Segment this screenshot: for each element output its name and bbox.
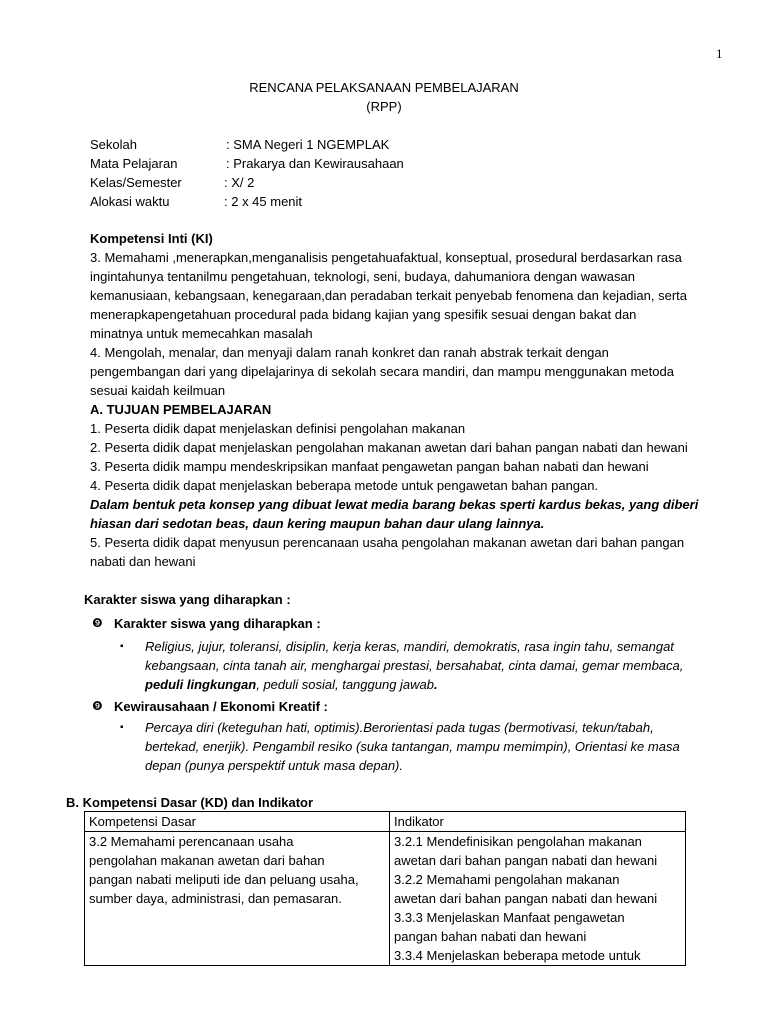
kd-table [84, 811, 686, 966]
karakter-sub2-heading: Kewirausahaan / Ekonomi Kreatif : [114, 699, 328, 714]
ki-line: pengembangan dari yang dipelajarinya di sekolah secara mandiri, dan mampu menggunakan metoda [90, 364, 674, 379]
col-header-kompetensi-dasar: Kompetensi Dasar [85, 812, 390, 832]
ki-heading: Kompetensi Inti (KI) [90, 231, 213, 246]
karakter-sub1-line: kebangsaan, cinta tanah air, menghargai prestasi, bersahabat, cinta damai, gemar membaca, [145, 658, 684, 673]
ki-line: menerapkapengetahuan procedural pada bidang kajian yang spesifik sesuai dengan bakat dan [90, 307, 637, 322]
karakter-sub2-line: bertekad, enerjik). Pengambil resiko (suka tantangan, mampu memimpin), Orientasi ke masa [145, 739, 680, 754]
ki-line: ingintahunya tentanilmu pengetahuan, teknologi, seni, budaya, dahumaniora dengan wawasan [90, 269, 635, 284]
karakter-sub1-last-line [145, 675, 438, 694]
circled-nine-bullet-icon: ❾ [92, 699, 103, 713]
tujuan-emphasis-line: Dalam bentuk peta konsep yang dibuat lewat media barang bekas sperti kardus bekas, yang diberi [90, 497, 699, 512]
ki-line: kemanusiaan, kebangsaan, kenegaraan,dan peradaban terkait penyebab fenomena dan kejadian, serta [90, 288, 687, 303]
indikator-cell-line: 3.2.1 Mendefinisikan pengolahan makanan [394, 834, 642, 849]
indikator-cell-line: 3.2.2 Memahami pengolahan makanan [394, 872, 620, 887]
karakter-sub1-heading: Karakter siswa yang diharapkan : [114, 616, 321, 631]
kd-heading: B. Kompetensi Dasar (KD) dan Indikator [66, 795, 314, 810]
square-bullet-icon: ▪ [120, 722, 124, 733]
page-number: 1 [716, 46, 723, 61]
info-label: Mata Pelajaran [90, 156, 178, 171]
info-value: : 2 x 45 menit [224, 194, 303, 209]
indikator-cell [390, 832, 686, 966]
ki-line: 4. Mengolah, menalar, dan menyaji dalam ranah konkret dan ranah abstrak terkait dengan [90, 345, 609, 360]
info-value: : Prakarya dan Kewirausahaan [226, 156, 404, 171]
square-bullet-icon: ▪ [120, 641, 124, 652]
karakter-heading: Karakter siswa yang diharapkan : [84, 592, 291, 607]
document-subtitle: (RPP) [366, 99, 402, 114]
document-title: RENCANA PELAKSANAAN PEMBELAJARAN [249, 80, 519, 95]
kd-cell-line: pengolahan makanan awetan dari bahan [89, 853, 325, 868]
karakter-sub1-end: . [434, 677, 438, 692]
indikator-cell-line: pangan bahan nabati dan hewani [394, 929, 587, 944]
ki-line: minatnya untuk memecahkan masalah [90, 326, 313, 341]
info-value: : X/ 2 [224, 175, 255, 190]
indikator-cell-line: 3.3.3 Menjelaskan Manfaat pengawetan [394, 910, 625, 925]
tujuan-item: 1. Peserta didik dapat menjelaskan definisi pengolahan makanan [90, 421, 466, 436]
kd-cell-line: pangan nabati meliputi ide dan peluang usaha, [89, 872, 359, 887]
tujuan-item: 3. Peserta didik mampu mendeskripsikan manfaat pengawetan pangan bahan nabati dan hewani [90, 459, 649, 474]
info-label: Alokasi waktu [90, 194, 170, 209]
info-row-alokasi-waktu [90, 192, 302, 211]
indikator-cell-line: awetan dari bahan pangan nabati dan hewani [394, 891, 658, 906]
table-row [85, 832, 686, 966]
info-label: Sekolah [90, 137, 137, 152]
tujuan-item-5-cont: nabati dan hewani [90, 554, 196, 569]
kd-cell-line: sumber daya, administrasi, dan pemasaran. [89, 891, 342, 906]
karakter-sub2-line: depan (punya perspektif untuk masa depan). [145, 758, 404, 773]
kd-cell [85, 832, 390, 966]
karakter-sub1-line: Religius, jujur, toleransi, disiplin, kerja keras, mandiri, demokratis, rasa ingin tahu, semangat [145, 639, 674, 654]
col-header-indikator: Indikator [390, 812, 686, 832]
indikator-cell-line: 3.3.4 Menjelaskan beberapa metode untuk [394, 948, 641, 963]
tujuan-heading: A. TUJUAN PEMBELAJARAN [90, 402, 272, 417]
table-header-row [85, 812, 686, 832]
info-row-mata-pelajaran [90, 154, 404, 173]
indikator-cell-line: awetan dari bahan pangan nabati dan hewani [394, 853, 658, 868]
tujuan-item: 4. Peserta didik dapat menjelaskan beberapa metode untuk pengawetan bahan pangan. [90, 478, 599, 493]
tujuan-item-5: 5. Peserta didik dapat menyusun perencanaan usaha pengolahan makanan awetan dari bahan pangan [90, 535, 685, 550]
ki-line: sesuai kaidah keilmuan [90, 383, 226, 398]
karakter-sub1-rest: , peduli sosial, tanggung jawab [256, 677, 435, 692]
info-row-sekolah [90, 135, 389, 154]
ki-line: 3. Memahami ,menerapkan,menganalisis pengetahuafaktual, konseptual, prosedural berdasarkan rasa [90, 250, 682, 265]
info-value: : SMA Negeri 1 NGEMPLAK [226, 137, 390, 152]
karakter-sub2-line: Percaya diri (keteguhan hati, optimis).Berorientasi pada tugas (bermotivasi, tekun/tabah, [145, 720, 654, 735]
karakter-sub1-bold-phrase: peduli lingkungan [145, 677, 257, 692]
tujuan-item: 2. Peserta didik dapat menjelaskan pengolahan makanan awetan dari bahan pangan nabati dan hewani [90, 440, 688, 455]
info-row-kelas-semester [90, 173, 254, 192]
info-label: Kelas/Semester [90, 175, 182, 190]
circled-nine-bullet-icon: ❾ [92, 616, 103, 630]
kd-cell-line: 3.2 Memahami perencanaan usaha [89, 834, 294, 849]
tujuan-emphasis-line: hiasan dari sedotan beas, daun kering maupun bahan daur ulang lainnya. [90, 516, 545, 531]
